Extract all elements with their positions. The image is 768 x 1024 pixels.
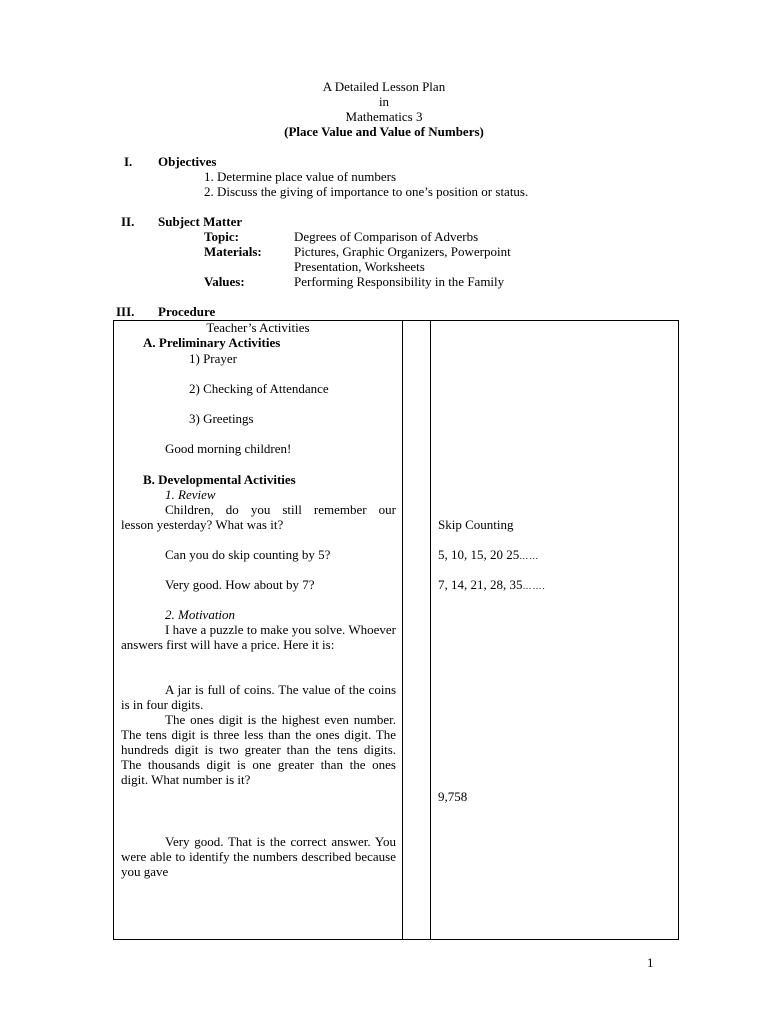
prelim-item-attendance: 2) Checking of Attendance — [189, 381, 329, 396]
review-line-1: Children, do you still remember our — [165, 502, 396, 517]
title-line-2: in — [378, 94, 390, 109]
answer-skip-5: 5, 10, 15, 20 25…… — [438, 547, 540, 562]
values-label: Values: — [204, 274, 245, 289]
answer-skip-7: 7, 14, 21, 28, 35……. — [438, 577, 546, 592]
question-skip-5: Can you do skip counting by 5? — [165, 547, 331, 562]
digits-paragraph: The ones digit is the highest even number. The tens digit is three less than the ones digit. The hundreds digit is two greater than the tens digits. The thousands digit is one greater than the ones digit. What number is it? — [121, 712, 396, 787]
jar-paragraph: A jar is full of coins. The value of the coins is in four digits. — [121, 682, 396, 712]
objective-item-1: 1. Determine place value of numbers — [204, 169, 397, 184]
review-line-2: lesson yesterday? What was it? — [121, 517, 284, 532]
objectives-numeral: I. — [124, 154, 133, 169]
developmental-heading: B. Developmental Activities — [143, 472, 296, 487]
subject-matter-numeral: II. — [121, 214, 135, 229]
procedure-heading: Procedure — [158, 304, 216, 319]
table-header-teacher: Teacher’s Activities — [206, 320, 310, 335]
topic-label: Topic: — [204, 229, 239, 244]
closing-paragraph: Very good. That is the correct answer. You were able to identify the numbers described because you gave — [121, 834, 396, 879]
page-number: 1 — [647, 955, 654, 970]
title-line-3: Mathematics 3 — [345, 109, 423, 124]
title-line-1: A Detailed Lesson Plan — [322, 79, 446, 94]
materials-value-2: Presentation, Worksheets — [294, 259, 425, 274]
materials-label: Materials: — [204, 244, 262, 259]
question-skip-7: Very good. How about by 7? — [165, 577, 315, 592]
title-line-4: (Place Value and Value of Numbers) — [284, 124, 484, 139]
procedure-numeral: III. — [116, 304, 135, 319]
table-divider-2 — [430, 320, 431, 940]
review-title: 1. Review — [165, 487, 216, 502]
puzzle-answer: 9,758 — [438, 789, 468, 804]
prelim-item-prayer: 1) Prayer — [189, 351, 238, 366]
prelim-item-greetings: 3) Greetings — [189, 411, 254, 426]
greeting-text: Good morning children! — [165, 441, 292, 456]
table-divider-1 — [402, 320, 403, 940]
materials-value-1: Pictures, Graphic Organizers, Powerpoint — [294, 244, 511, 259]
objectives-heading: Objectives — [158, 154, 217, 169]
topic-value: Degrees of Comparison of Adverbs — [294, 229, 479, 244]
review-answer: Skip Counting — [438, 517, 514, 532]
values-value: Performing Responsibility in the Family — [294, 274, 505, 289]
subject-matter-heading: Subject Matter — [158, 214, 243, 229]
motivation-title: 2. Motivation — [165, 607, 236, 622]
preliminary-heading: A. Preliminary Activities — [143, 335, 281, 350]
motivation-paragraph: I have a puzzle to make you solve. Whoever answers first will have a price. Here it is: — [121, 622, 396, 652]
objective-item-2: 2. Discuss the giving of importance to one’s position or status. — [204, 184, 529, 199]
